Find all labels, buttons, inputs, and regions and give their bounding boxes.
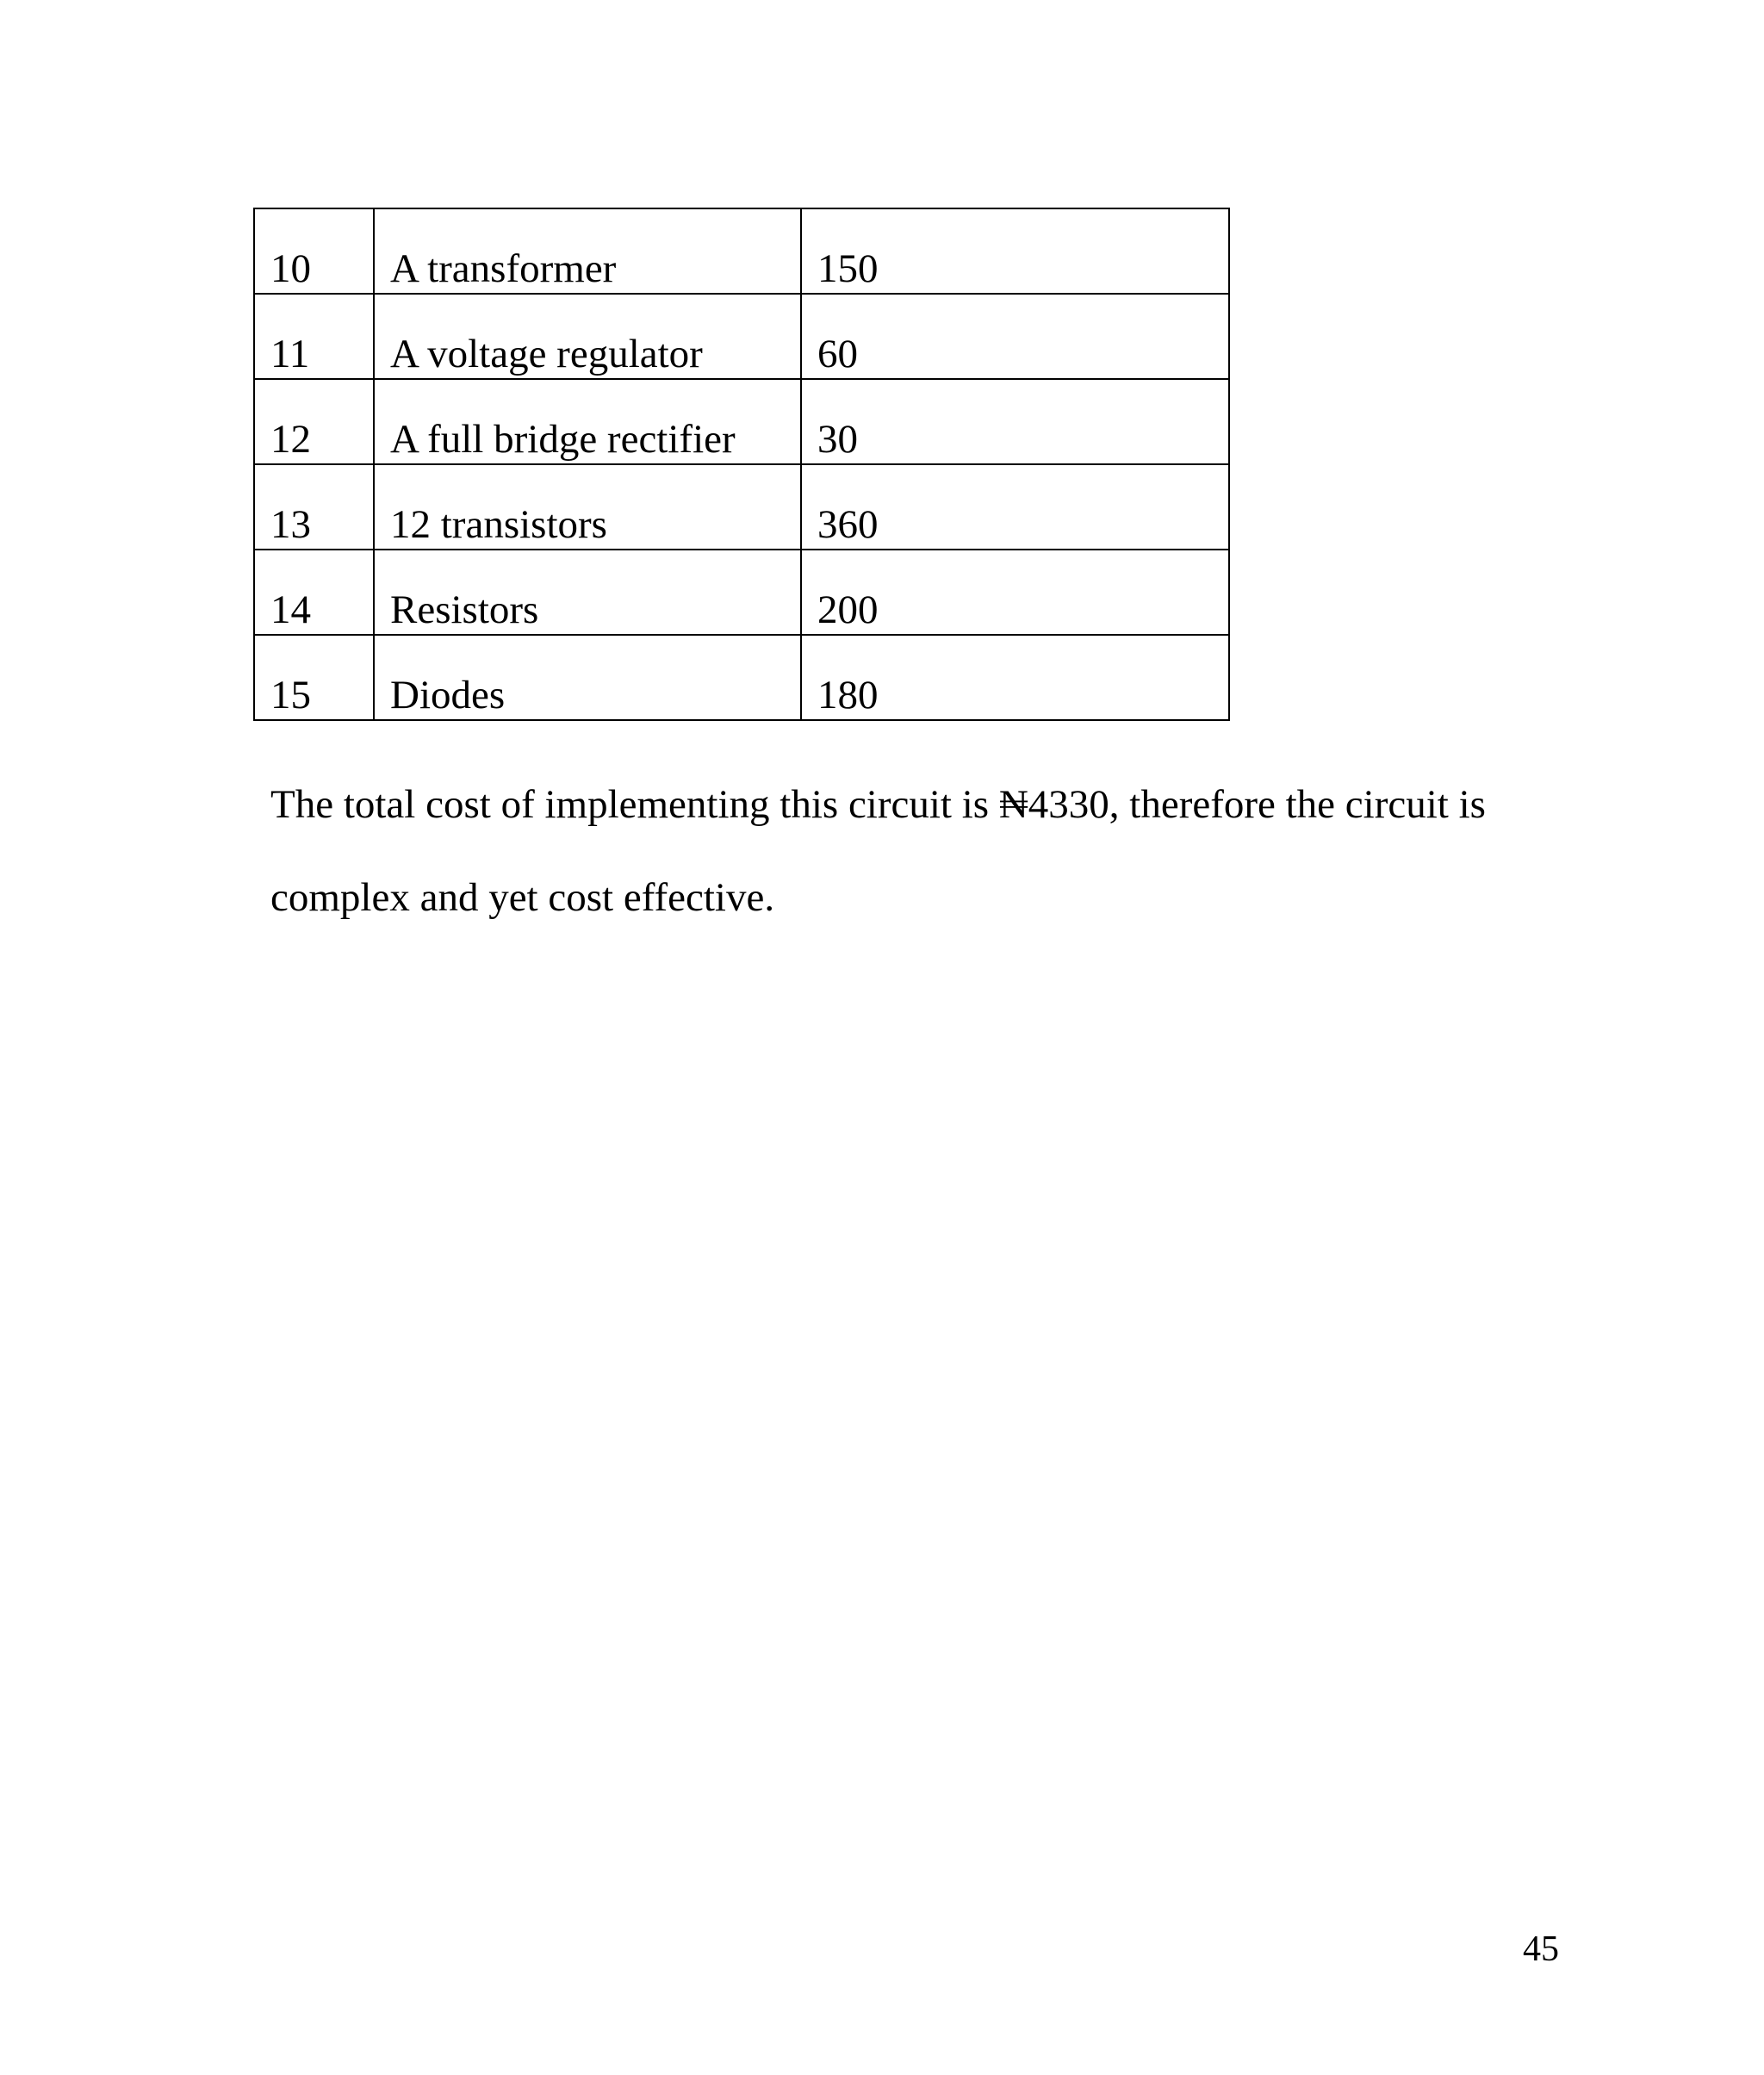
cost-cell: 360 [801,464,1229,550]
row-number-cell: 15 [254,635,374,720]
table-row [254,635,1229,720]
component-cost-table [253,208,1230,721]
table-row [254,208,1229,294]
row-number-cell: 14 [254,550,374,635]
table-row [254,550,1229,635]
total-cost-paragraph: The total cost of implementing this circuit is ₦4330, therefore the circuit is complex and yet cost effective. [270,782,1486,920]
table-row [254,464,1229,550]
row-number-cell: 11 [254,294,374,379]
table-row [254,379,1229,464]
cost-cell: 180 [801,635,1229,720]
cost-cell: 200 [801,550,1229,635]
cost-cell: 30 [801,379,1229,464]
cost-cell: 60 [801,294,1229,379]
component-cell: A full bridge rectifier [374,379,801,464]
component-cell: A transformer [374,208,801,294]
row-number-cell: 10 [254,208,374,294]
page-number: 45 [1523,1929,1559,1969]
cost-cell: 150 [801,208,1229,294]
row-number-cell: 12 [254,379,374,464]
component-cell: Diodes [374,635,801,720]
table-row [254,294,1229,379]
component-cell: Resistors [374,550,801,635]
component-cell: 12 transistors [374,464,801,550]
row-number-cell: 13 [254,464,374,550]
component-cell: A voltage regulator [374,294,801,379]
